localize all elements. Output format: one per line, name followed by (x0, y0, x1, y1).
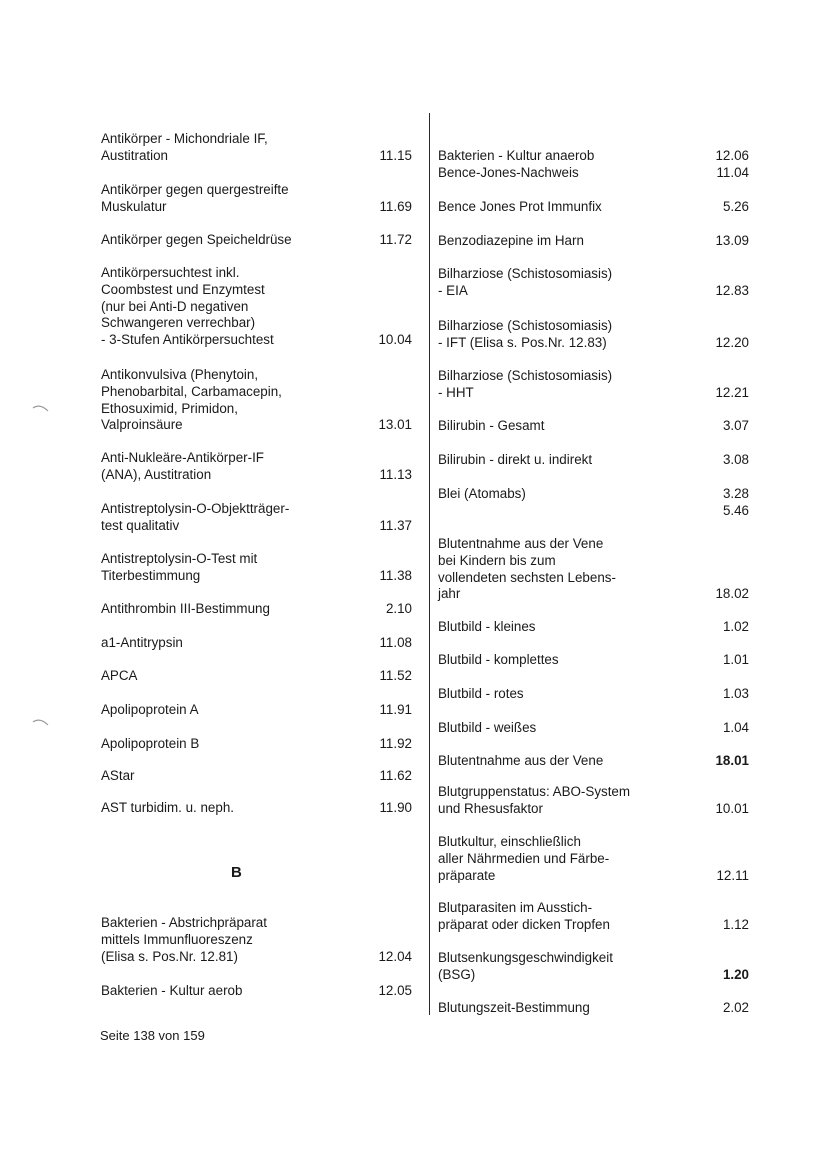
entry-label (101, 265, 274, 349)
column-divider (429, 113, 430, 1015)
entry-code (723, 418, 749, 435)
entry-label-line: Antikörper gegen Speicheldrüse (101, 232, 292, 247)
entry-code-line (378, 932, 412, 949)
entry-label-line: präparate (438, 867, 496, 883)
entry-code-line: 10.01 (715, 800, 749, 816)
entry-code-line: 18.01 (715, 753, 749, 768)
entry-label-line: präparat oder dicken Tropfen (438, 916, 610, 932)
entry-code-line (716, 851, 749, 868)
entry-label-line: Coombstest und Enzymtest (101, 281, 265, 297)
entry-label-line: vollendeten sechsten Lebens- (438, 569, 616, 585)
entry-label (438, 720, 536, 737)
entry-code-line: 2.02 (722, 1000, 749, 1015)
entry-label-line: Blutparasiten im Ausstich- (438, 900, 593, 915)
entry-label-line: AST turbidim. u. neph. (101, 800, 234, 815)
entry-code (386, 601, 412, 618)
entry-code-line: 1.12 (722, 916, 749, 932)
entry-label-line: Apolipoprotein B (101, 736, 200, 751)
entry-code-line: 3.28 (722, 486, 749, 501)
entry-code-line (379, 450, 412, 467)
entry-label (101, 702, 199, 719)
entry-code (723, 686, 749, 703)
entry-label-line: Muskulatur (101, 198, 167, 214)
entry-code-line: 12.20 (715, 334, 749, 350)
entry-code-line: 1.20 (722, 966, 749, 982)
entry-code-line (379, 501, 412, 518)
entry-code-line: 12.06 (715, 148, 749, 163)
entry-label (438, 900, 610, 934)
entry-code-line (715, 570, 749, 587)
entry-code (723, 950, 749, 984)
entry-label-line: Bakterien - Kultur anaerob (438, 148, 595, 163)
entry-code-line (378, 315, 412, 332)
entry-label (438, 652, 559, 669)
entry-label (101, 232, 292, 249)
entry-code (379, 450, 412, 484)
entry-code-line (378, 384, 412, 401)
entry-code (715, 368, 749, 402)
entry-code (379, 800, 412, 817)
entry-code-line: 11.13 (379, 466, 412, 482)
entry-code (723, 652, 749, 669)
entry-label-line: Bilharziose (Schistosomiasis) (438, 266, 613, 281)
entry-code-line: 11.08 (379, 635, 412, 650)
entry-code-line: 11.72 (379, 232, 412, 247)
entry-label-line: Blutungszeit-Bestimmung (438, 1000, 590, 1015)
entry-label (101, 736, 199, 753)
entry-code (723, 486, 749, 520)
entry-label-line: Bilharziose (Schistosomiasis) (438, 368, 613, 383)
entry-code (715, 536, 749, 603)
entry-label-line: Antikonvulsiva (Phenytoin, (101, 367, 259, 382)
entry-label (438, 199, 602, 216)
entry-code (378, 367, 412, 434)
entry-label (101, 501, 289, 535)
entry-code (723, 900, 749, 934)
entry-label-line: (nur bei Anti-D negativen (101, 298, 249, 314)
entry-label (101, 800, 234, 817)
entry-code (378, 915, 412, 965)
entry-code-line: 11.91 (379, 702, 412, 717)
entry-code-line (379, 551, 412, 568)
entry-code-line: 10.04 (378, 332, 412, 348)
entry-code-line: 11.04 (716, 164, 749, 180)
entry-code-line (715, 368, 749, 385)
entry-label-line: a1-Antitrypsin (101, 635, 183, 650)
entry-code (715, 148, 749, 182)
entry-code-line: 1.01 (722, 652, 749, 667)
entry-label-line: Blutbild - komplettes (438, 652, 559, 667)
entry-code-line (715, 266, 749, 283)
entry-label (101, 915, 267, 965)
entry-code (378, 265, 412, 349)
entry-code (723, 1000, 749, 1017)
entry-label-line: Bakterien - Kultur aerob (101, 983, 243, 998)
entry-code-line (723, 900, 749, 917)
entry-code (379, 736, 412, 753)
entry-code-line (715, 784, 749, 801)
entry-label (438, 619, 536, 636)
entry-label-line: Blutentnahme aus der Vene (438, 536, 604, 551)
entry-label-line: Titerbestimmung (101, 567, 201, 583)
entry-label-line: Antistreptolysin-O-Test mit (101, 551, 258, 566)
entry-code-line (716, 834, 749, 851)
entry-label-line: Bilirubin - Gesamt (438, 418, 545, 433)
entry-code (723, 720, 749, 737)
entry-code (379, 131, 412, 165)
entry-code (379, 635, 412, 652)
entry-label-line: Bakterien - Abstrichpräparat (101, 915, 267, 930)
entry-code-line: 11.69 (379, 198, 412, 214)
entry-label (438, 536, 616, 603)
entry-label-line: Antikörper gegen quergestreifte (101, 182, 289, 197)
entry-label (101, 768, 135, 785)
entry-code (715, 266, 749, 300)
entry-label (438, 266, 612, 300)
entry-label-line: test qualitativ (101, 517, 180, 533)
entry-code (379, 501, 412, 535)
entry-label-line: Blutkultur, einschließlich (438, 834, 581, 849)
entry-label-line: Bilharziose (Schistosomiasis) (438, 318, 613, 333)
entry-code-line: 11.37 (379, 517, 412, 533)
entry-code-line: 11.52 (379, 668, 412, 683)
entry-code (379, 668, 412, 685)
entry-code-line (723, 950, 749, 967)
entry-label (101, 983, 242, 1000)
entry-code-line: 12.21 (715, 384, 749, 400)
entry-code-line (378, 915, 412, 932)
entry-code-line (378, 299, 412, 316)
entry-code-line: 5.46 (722, 502, 749, 518)
entry-label (438, 486, 526, 503)
entry-code-line: 1.03 (722, 686, 749, 701)
entry-label-line: Blutbild - weißes (438, 720, 537, 735)
entry-label-line: Apolipoprotein A (101, 702, 199, 717)
entry-label-line: Austitration (101, 147, 168, 163)
scan-mark (32, 716, 50, 728)
entry-code-line: 1.04 (722, 720, 749, 735)
entry-label-line: - 3-Stufen Antikörpersuchtest (101, 332, 274, 348)
scan-mark (32, 402, 50, 414)
entry-code-line: 3.07 (722, 418, 749, 433)
entry-label-line: und Rhesusfaktor (438, 800, 543, 816)
entry-label-line: Antikörpersuchtest inkl. (101, 265, 240, 280)
entry-label-line: - EIA (438, 282, 468, 298)
entry-label (438, 233, 584, 250)
entry-code-line (378, 367, 412, 384)
entry-code-line: 18.02 (715, 586, 749, 602)
entry-label-line: Bilirubin - direkt u. indirekt (438, 452, 593, 467)
entry-code (715, 784, 749, 818)
entry-label-line: (BSG) (438, 966, 476, 982)
entry-code-line (378, 401, 412, 418)
entry-code-line (378, 265, 412, 282)
entry-code-line: 11.62 (379, 768, 412, 783)
entry-code (379, 551, 412, 585)
entry-label-line: Blei (Atomabs) (438, 486, 526, 501)
entry-code-line: 5.26 (722, 199, 749, 214)
entry-label-line: Benzodiazepine im Harn (438, 233, 584, 248)
entry-label (101, 635, 183, 652)
entry-code-line: 11.15 (379, 147, 412, 163)
entry-label-line: (ANA), Austitration (101, 466, 212, 482)
entry-label-line: (Elisa s. Pos.Nr. 12.81) (101, 948, 238, 964)
entry-code-line: 1.02 (722, 619, 749, 634)
entry-label-line: Blutbild - kleines (438, 619, 536, 634)
entry-label-line: - IFT (Elisa s. Pos.Nr. 12.83) (438, 334, 607, 350)
entry-code (379, 182, 412, 216)
entry-label-line: Blutsenkungsgeschwindigkeit (438, 950, 613, 965)
entry-code-line: 13.01 (378, 417, 412, 433)
entry-code-line: 12.04 (378, 948, 412, 964)
entry-label-line: mittels Immunfluoreszenz (101, 931, 253, 947)
entry-label (101, 551, 257, 585)
entry-code (723, 619, 749, 636)
entry-label (438, 318, 612, 352)
entry-label-line: Ethosuximid, Primidon, (101, 400, 238, 416)
entry-code (378, 983, 412, 1000)
entry-code (379, 702, 412, 719)
entry-label-line: Anti-Nukleäre-Antikörper-IF (101, 450, 264, 465)
entry-code (715, 233, 749, 250)
entry-label (101, 668, 137, 685)
entry-code-line (378, 282, 412, 299)
entry-code-line (379, 182, 412, 199)
entry-code (723, 452, 749, 469)
entry-code-line (715, 536, 749, 553)
entry-label-line: jahr (438, 586, 461, 602)
entry-code-line: 2.10 (385, 601, 412, 616)
entry-label (438, 148, 594, 182)
entry-label-line: Antikörper - Michondriale IF, (101, 131, 268, 146)
entry-label-line: Antistreptolysin-O-Objektträger- (101, 501, 290, 516)
entry-label-line: Bence Jones Prot Immunfix (438, 199, 602, 214)
entry-code-line: 12.83 (715, 282, 749, 298)
entry-label-line: Valproinsäure (101, 417, 183, 433)
entry-label-line: aller Nährmedien und Färbe- (438, 850, 610, 866)
entry-code-line: 11.38 (379, 567, 412, 583)
section-heading-b: B (231, 864, 242, 881)
entry-label (438, 753, 603, 770)
entry-label (438, 452, 592, 469)
entry-label-line: Phenobarbital, Carbamacepin, (101, 383, 282, 399)
page-footer: Seite 138 von 159 (100, 1028, 205, 1043)
entry-label-line: Blutentnahme aus der Vene (438, 753, 604, 768)
entry-label (438, 418, 544, 435)
entry-label (438, 1000, 590, 1017)
entry-code-line (715, 318, 749, 335)
entry-label (438, 784, 630, 818)
entry-code (716, 834, 749, 884)
entry-label (438, 950, 613, 984)
entry-label-line: bei Kindern bis zum (438, 552, 556, 568)
entry-code-line (715, 553, 749, 570)
entry-label-line: Blutgruppenstatus: ABO-System (438, 784, 631, 799)
entry-label-line: Blutbild - rotes (438, 686, 524, 701)
entry-label (101, 131, 268, 165)
entry-label-line: APCA (101, 668, 138, 683)
entry-code-line: 11.92 (379, 736, 412, 751)
entry-label-line: AStar (101, 768, 135, 783)
entry-code-line: 13.09 (715, 233, 749, 248)
entry-label-line: - HHT (438, 384, 474, 400)
entry-code (715, 318, 749, 352)
entry-label (438, 686, 524, 703)
entry-code-line: 11.90 (379, 800, 412, 815)
entry-code-line (379, 131, 412, 148)
entry-code-line: 3.08 (722, 452, 749, 467)
entry-code (379, 768, 412, 785)
entry-code (715, 753, 749, 770)
entry-label (101, 601, 270, 618)
entry-label (438, 834, 609, 884)
entry-code (723, 199, 749, 216)
entry-code-line: 12.11 (716, 867, 749, 883)
entry-code (379, 232, 412, 249)
entry-code-line: 12.05 (378, 983, 412, 998)
entry-label (101, 450, 264, 484)
entry-label (438, 368, 612, 402)
entry-label-line: Antithrombin III-Bestimmung (101, 601, 270, 616)
entry-label (101, 367, 282, 434)
entry-label-line: Schwangeren verrechbar) (101, 315, 256, 331)
entry-label (101, 182, 289, 216)
entry-label-line: Bence-Jones-Nachweis (438, 164, 579, 180)
